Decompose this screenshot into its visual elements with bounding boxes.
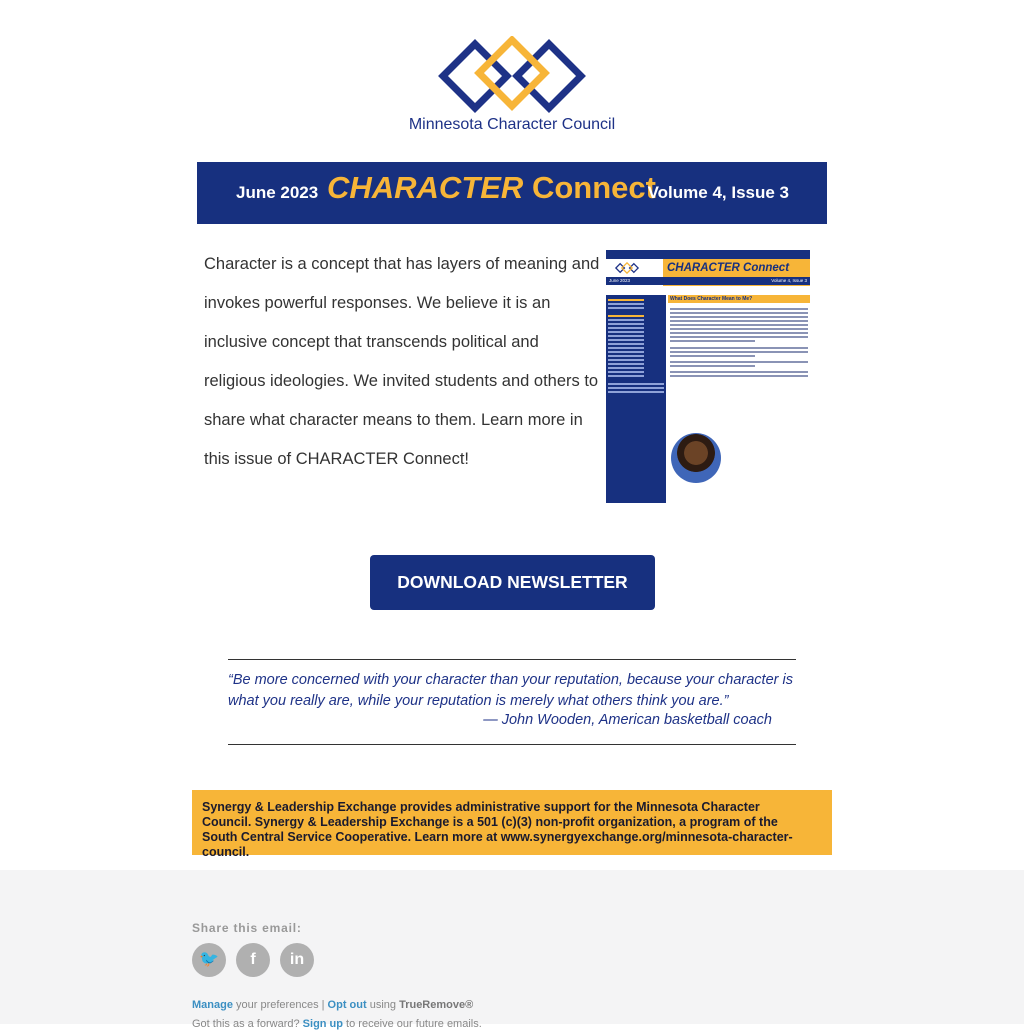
mcc-logo-icon xyxy=(437,36,587,116)
thumb-logo-icon xyxy=(614,262,640,274)
thumb-main-heading: What Does Character Mean to Me? xyxy=(668,295,810,303)
twitter-icon[interactable]: 🐦 xyxy=(192,943,226,977)
title-connect: Connect xyxy=(523,170,656,205)
quote-block xyxy=(228,659,796,745)
download-newsletter-button[interactable]: DOWNLOAD NEWSLETTER xyxy=(370,555,655,610)
trueremove-label: TrueRemove® xyxy=(399,999,474,1011)
thumb-main xyxy=(668,295,810,379)
forward-tail: to receive our future emails. xyxy=(343,1018,482,1030)
share-label: Share this email: xyxy=(192,921,302,935)
forward-line xyxy=(192,1018,482,1030)
thumb-title: CHARACTER Connect xyxy=(663,259,810,286)
newsletter-banner xyxy=(197,162,827,224)
org-name: Minnesota Character Council xyxy=(408,116,616,133)
email-footer xyxy=(0,870,1024,1030)
thumb-sidebar xyxy=(606,295,666,503)
opt-out-link[interactable]: Opt out xyxy=(327,999,367,1011)
intro-text: Character is a concept that has layers of meaning and invokes powerful responses. We believe it is an inclusive concept that transcends political and religious ideologies. We invited students and others to share what character means to them. Learn more in this issue of CHARACTER Connect! xyxy=(204,255,600,468)
linkedin-icon[interactable]: in xyxy=(280,943,314,977)
preferences-line xyxy=(192,999,473,1011)
newsletter-thumbnail[interactable] xyxy=(606,250,810,514)
admin-notice-text: Synergy & Leadership Exchange provides administrative support for the Minnesota Character Council. Synergy & Leadership Exchange is a 501 (c)(3) non-profit organization, a program of the South Central Service Cooperative. Learn more at www.synergyexchange.org/minnesota-character-council. xyxy=(202,800,793,859)
title-character: CHARACTER xyxy=(327,170,524,205)
manage-text: your preferences | xyxy=(232,999,328,1011)
forward-text: Got this as a forward? xyxy=(192,1018,303,1030)
issue-volume: Volume 4, Issue 3 xyxy=(647,183,789,202)
issue-date: June 2023 xyxy=(236,183,319,202)
thumb-date-bar xyxy=(606,277,810,285)
thumb-volume: Volume 4, Issue 3 xyxy=(771,278,807,283)
newsletter-title xyxy=(327,170,656,206)
thumb-top-bar xyxy=(606,250,810,259)
quote-text: “Be more concerned with your character than your reputation, because your character is what you really are, while your reputation is merely what others think you are.” xyxy=(228,672,793,709)
thumb-photo xyxy=(671,433,721,483)
quote-author: — John Wooden, American basketball coach xyxy=(483,712,772,728)
thumb-date: June 2023 xyxy=(609,278,631,283)
optout-text: using xyxy=(366,999,400,1011)
facebook-icon[interactable]: f xyxy=(236,943,270,977)
manage-link[interactable]: Manage xyxy=(192,999,233,1011)
admin-notice xyxy=(192,790,832,859)
sign-up-link[interactable]: Sign up xyxy=(302,1018,343,1030)
